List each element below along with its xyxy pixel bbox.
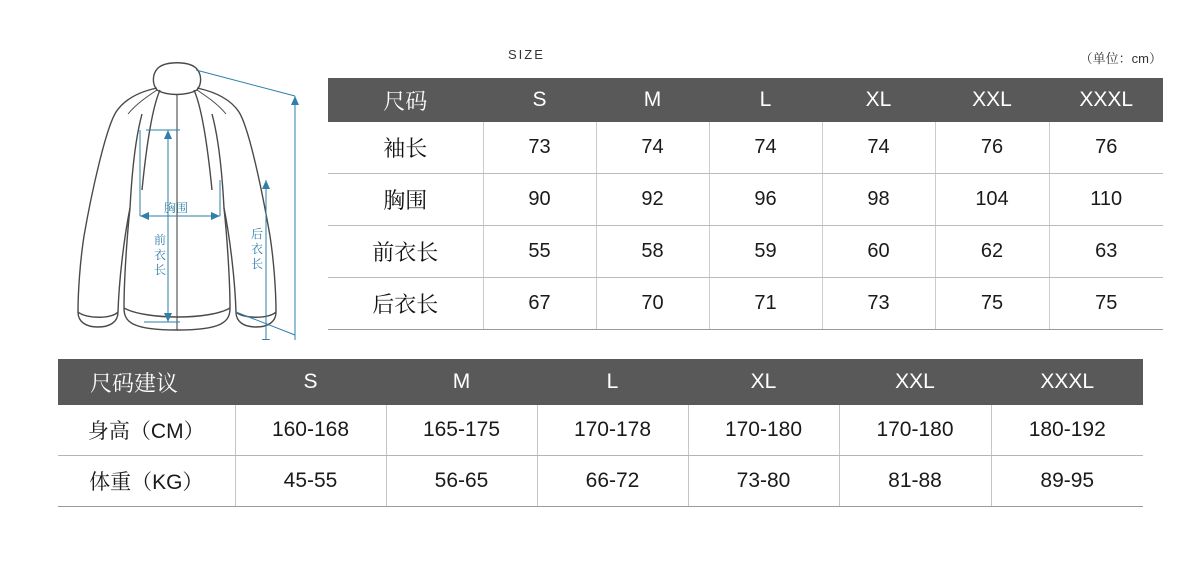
row-label-height: 身高（CM） [58,405,235,456]
cell-height-xxl: 170-180 [839,405,991,456]
table-header-row [58,359,1143,405]
header-cell-advice-xl: XL [688,359,839,405]
row-label-weight: 体重（KG） [58,456,235,507]
cell-chest-xxxl: 110 [1049,174,1163,226]
cell-height-s: 160-168 [235,405,386,456]
cell-weight-s: 45-55 [235,456,386,507]
header-cell-advice-m: M [386,359,537,405]
chest-dimension-label: 胸围 [163,201,189,215]
cell-front-l: 59 [709,226,822,278]
row-label-chest: 胸围 [328,174,483,226]
cell-sleeve-m: 74 [596,122,709,174]
front-length-label-line1: 前 [153,233,167,247]
row-label-sleeve-length: 袖长 [328,122,483,174]
cell-chest-m: 92 [596,174,709,226]
cell-weight-l: 66-72 [537,456,688,507]
cell-chest-xxl: 104 [935,174,1049,226]
header-cell-advice-l: L [537,359,688,405]
cell-sleeve-xl: 74 [822,122,935,174]
header-cell-xxl: XXL [935,78,1049,122]
row-label-front-length: 前衣长 [328,226,483,278]
cell-weight-m: 56-65 [386,456,537,507]
back-length-label-line1: 后 [250,227,264,241]
front-length-label-line3: 长 [153,263,167,277]
table-row [58,456,1143,507]
cell-chest-xl: 98 [822,174,935,226]
table-row [328,226,1163,278]
back-length-label-line2: 衣 [250,242,264,256]
back-length-label-line3: 长 [250,257,264,271]
cell-sleeve-s: 73 [483,122,596,174]
cell-back-xl: 73 [822,278,935,330]
size-recommendation-table [58,359,1143,507]
cell-front-xl: 60 [822,226,935,278]
header-cell-advice-s: S [235,359,386,405]
cell-height-l: 170-178 [537,405,688,456]
table-row [328,174,1163,226]
header-cell-s: S [483,78,596,122]
cell-front-m: 58 [596,226,709,278]
table-row [328,122,1163,174]
cell-back-m: 70 [596,278,709,330]
cell-weight-xl: 73-80 [688,456,839,507]
front-length-label-line2: 衣 [153,248,167,262]
garment-diagram [20,30,320,340]
cell-back-xxxl: 75 [1049,278,1163,330]
cell-back-s: 67 [483,278,596,330]
unit-note: （单位：cm） [1079,51,1162,66]
cell-height-xxxl: 180-192 [991,405,1143,456]
row-label-back-length: 后衣长 [328,278,483,330]
cell-weight-xxl: 81-88 [839,456,991,507]
cell-sleeve-xxl: 76 [935,122,1049,174]
cell-front-xxxl: 63 [1049,226,1163,278]
cell-sleeve-l: 74 [709,122,822,174]
table-row [328,278,1163,330]
size-caption: SIZE [508,47,545,62]
header-cell-size-advice: 尺码建议 [58,359,235,405]
header-cell-l: L [709,78,822,122]
header-cell-advice-xxl: XXL [839,359,991,405]
cell-back-xxl: 75 [935,278,1049,330]
cell-height-xl: 170-180 [688,405,839,456]
cell-chest-s: 90 [483,174,596,226]
cell-sleeve-xxxl: 76 [1049,122,1163,174]
cell-front-xxl: 62 [935,226,1049,278]
cell-chest-l: 96 [709,174,822,226]
header-cell-size: 尺码 [328,78,483,122]
header-cell-xl: XL [822,78,935,122]
cell-back-l: 71 [709,278,822,330]
cell-height-m: 165-175 [386,405,537,456]
header-cell-m: M [596,78,709,122]
cell-front-s: 55 [483,226,596,278]
table-row [58,405,1143,456]
measurement-table [328,78,1163,330]
table-header-row [328,78,1163,122]
header-cell-xxxl: XXXL [1049,78,1163,122]
cell-weight-xxxl: 89-95 [991,456,1143,507]
header-cell-advice-xxxl: XXXL [991,359,1143,405]
